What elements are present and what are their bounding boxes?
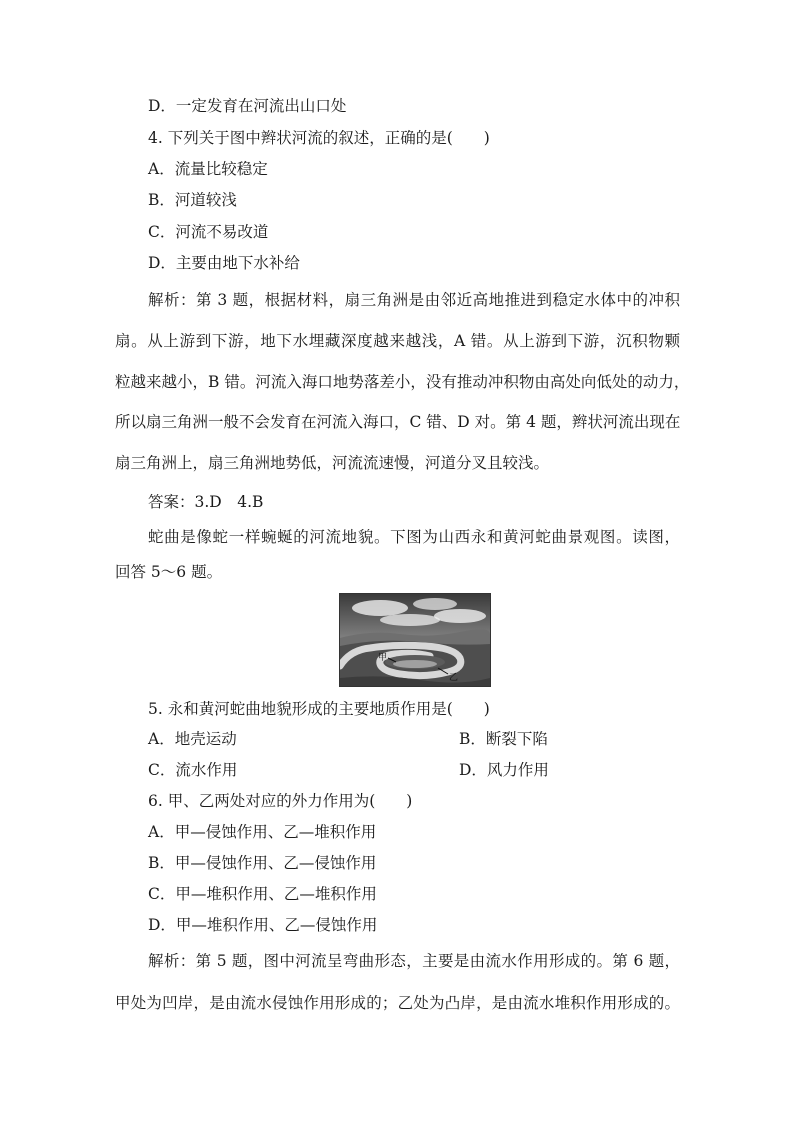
q5-option-a: A．地壳运动: [148, 730, 237, 748]
analysis1-line1: 解析：第 3 题，根据材料，扇三角洲是由邻近高地推进到稳定水体中的冲积: [148, 291, 680, 309]
q4-option-d: D．主要由地下水补给: [148, 254, 300, 272]
analysis2-line2: 甲处为凹岸，是由流水侵蚀作用形成的；乙处为凸岸，是由流水堆积作用形成的。: [115, 994, 680, 1012]
q6-option-b: B．甲—侵蚀作用、乙—侵蚀作用: [148, 854, 377, 872]
label-jia: 甲: [378, 653, 388, 663]
q6-stem: 6. 甲、乙两处对应的外力作用为( ): [148, 792, 413, 810]
analysis1-line4: 所以扇三角洲一般不会发育在河流入海口，C 错、D 对。第 4 题，辫状河流出现在: [115, 413, 681, 431]
analysis1-line2: 扇。从上游到下游，地下水埋藏深度越来越浅，A 错。从上游到下游，沉积物颗: [115, 332, 680, 350]
q5-option-b: B．断裂下陷: [459, 730, 548, 748]
q3-option-d: D．一定发育在河流出山口处: [148, 97, 347, 115]
q4-stem: 4. 下列关于图中辫状河流的叙述，正确的是( ): [148, 129, 490, 147]
q5-option-c: C．流水作用: [148, 761, 238, 779]
q4-option-c: C．河流不易改道: [148, 223, 269, 241]
q6-option-c: C．甲—堆积作用、乙—堆积作用: [148, 885, 377, 903]
q4-option-a: A．流量比较稳定: [148, 160, 268, 178]
analysis1-line3: 粒越来越小，B 错。河流入海口地势落差小，没有推动冲积物由高处向低处的动力，: [115, 373, 690, 391]
analysis1-line5: 扇三角洲上，扇三角洲地势低，河流流速慢，河道分叉且较浅。: [115, 454, 550, 472]
intro-line2: 回答 5～6 题。: [115, 563, 223, 581]
answer1: 答案：3.D 4.B: [148, 493, 264, 511]
label-yi: 乙: [449, 673, 459, 683]
q6-option-a: A．甲—侵蚀作用、乙—堆积作用: [148, 823, 377, 841]
intro-line1: 蛇曲是像蛇一样蜿蜒的河流地貌。下图为山西永和黄河蛇曲景观图。读图，: [148, 528, 680, 546]
q6-option-d: D．甲—堆积作用、乙—侵蚀作用: [148, 916, 378, 934]
q5-stem: 5. 永和黄河蛇曲地貌形成的主要地质作用是( ): [148, 700, 490, 718]
q4-option-b: B．河道较浅: [148, 191, 237, 209]
analysis2-line1: 解析：第 5 题，图中河流呈弯曲形态，主要是由流水作用形成的。第 6 题，: [148, 952, 680, 970]
river-meander-photo: [339, 593, 491, 687]
q5-option-d: D．风力作用: [459, 761, 549, 779]
